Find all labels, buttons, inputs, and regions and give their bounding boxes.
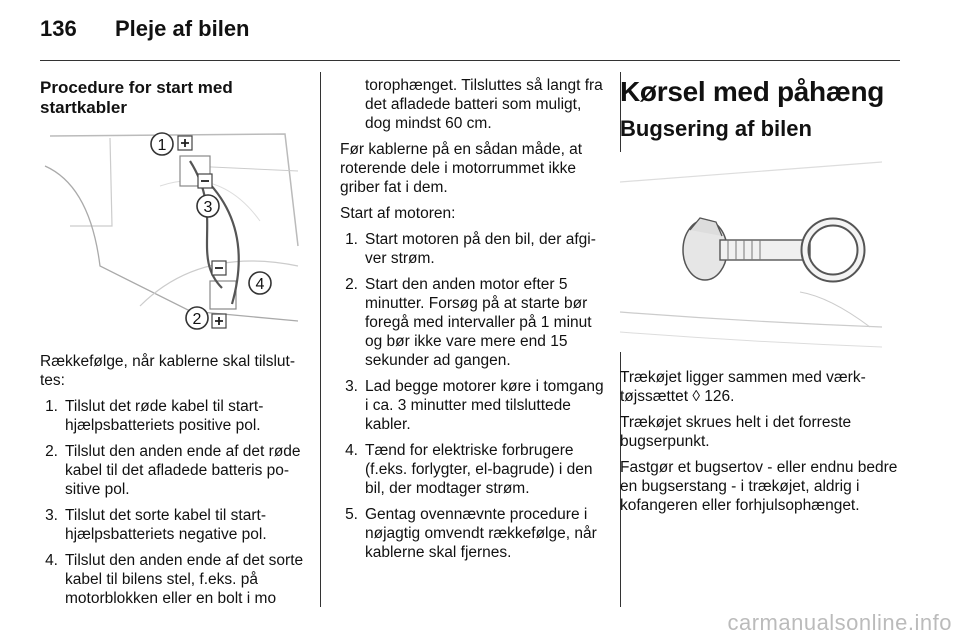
subheading-towing-vehicle: Bugsering af bilen <box>620 116 812 141</box>
step-text: Start den anden motor efter 5 minutter. Forsøg på at starte bør foregå med intervaller på 1 minut og bør ikke vare mere end 15 sekunder ad gangen. <box>365 276 592 369</box>
starting-steps <box>340 230 606 562</box>
column-2 <box>340 76 606 569</box>
step-text: Tilslut den anden ende af det sorte kabel til bilens stel, f.eks. på motorblokken eller en bolt i mo <box>65 552 304 607</box>
jump-start-illustration <box>40 126 302 336</box>
list-item <box>40 397 308 435</box>
tow-eye-screw-in: Trækøjet skrues helt i det forreste bugserpunkt. <box>620 414 852 450</box>
step-number: 3. <box>45 507 58 524</box>
watermark: carmanualsonline.info <box>727 610 952 635</box>
list-item <box>340 275 606 370</box>
tow-eye-location: Trækøjet ligger sammen med værktøjssættet ◊ 126. <box>620 369 866 405</box>
figure-label-2: 2 <box>192 311 202 328</box>
column-1 <box>40 78 308 615</box>
step-number: 1. <box>45 398 58 415</box>
list-item <box>40 442 308 499</box>
page-number: 136 <box>40 16 77 41</box>
step-text: Gentag ovennævnte procedure i nøjagtig omvendt rækkefølge, når kablerne skal fjernes. <box>365 506 597 561</box>
column-divider-1 <box>320 72 321 607</box>
section-heading-towing: Kørsel med påhæng <box>620 76 885 107</box>
figure-label-4: 4 <box>255 276 265 293</box>
tow-rope-attach: Fastgør et bugsertov - eller endnu bedre en bugserstang - i trækøjet, aldrig i kofangeren eller forhjulsophænget. <box>620 459 898 514</box>
routing-warning: Før kablerne på en sådan måde, at roterende dele i motorrummet ikke griber fat i dem. <box>340 141 583 196</box>
column-3 <box>620 76 910 522</box>
connection-steps <box>40 397 308 608</box>
list-item <box>40 551 308 608</box>
step-text: Lad begge motorer køre i tomgang i ca. 3 minutter med tilsluttede kabler. <box>365 378 604 433</box>
step-number: 5. <box>345 506 358 523</box>
step-text: Tilslut det sorte kabel til starthjælpsbatteriets negative pol. <box>65 507 267 543</box>
list-item <box>340 505 606 562</box>
step-number: 2. <box>45 443 58 460</box>
step-number: 1. <box>345 231 358 248</box>
section-heading-jump-start: Procedure for start med startkabler <box>40 78 233 117</box>
list-item <box>340 377 606 434</box>
step-text: Tænd for elektriske forbrugere (f.eks. forlygter, el-bagrude) i den bil, der modtager strøm. <box>365 442 593 497</box>
list-item <box>340 441 606 498</box>
step-number: 4. <box>45 552 58 569</box>
towing-eye-illustration <box>620 152 882 352</box>
list-item <box>340 230 606 268</box>
page-title: Pleje af bilen <box>115 16 250 41</box>
start-intro: Start af motoren: <box>340 205 456 222</box>
step-text: Start motoren på den bil, der afgiver strøm. <box>365 231 596 267</box>
step-text: Tilslut det røde kabel til starthjælpsbatteriets positive pol. <box>65 398 264 434</box>
figure-label-1: 1 <box>157 137 167 154</box>
step-text: Tilslut den anden ende af det røde kabel til det afladede batteris positive pol. <box>65 443 301 498</box>
step-continuation: torophænget. Tilsluttes så langt fra det afladede batteri som muligt, dog mindst 60 cm. <box>365 77 603 132</box>
step-number: 2. <box>345 276 358 293</box>
figure-label-3: 3 <box>203 199 213 216</box>
step-number: 4. <box>345 442 358 459</box>
step-number: 3. <box>345 378 358 395</box>
header-rule <box>40 60 900 61</box>
sequence-intro: Rækkefølge, når kablerne skal tilsluttes: <box>40 353 295 389</box>
list-item <box>40 506 308 544</box>
